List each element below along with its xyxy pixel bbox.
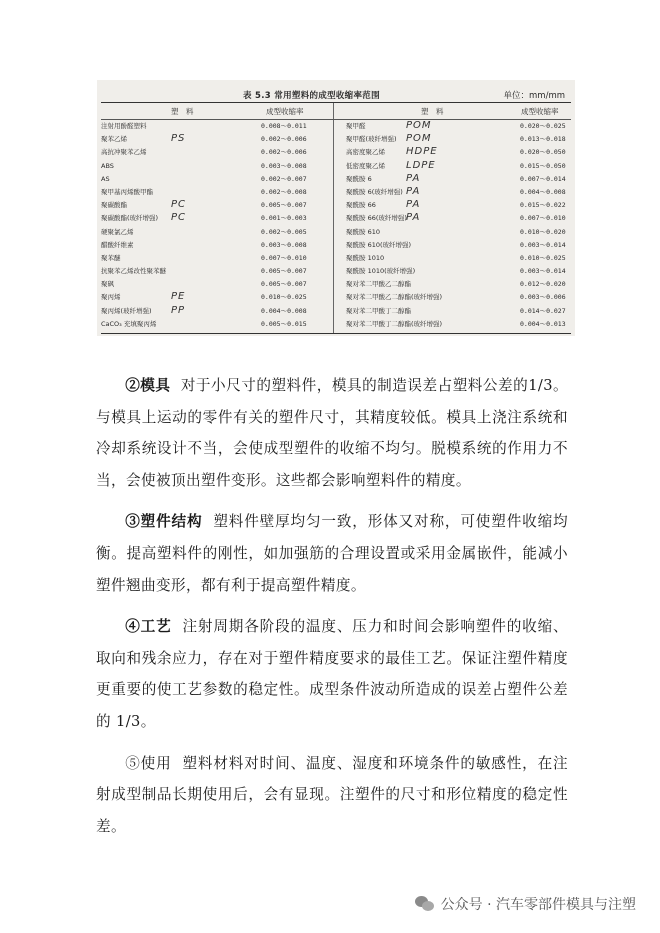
table-left-column	[101, 120, 333, 331]
table-row	[334, 318, 571, 331]
table-row	[101, 212, 333, 225]
shrinkage-rate: 0.020～0.050	[520, 148, 566, 157]
footer-text: 公众号 · 汽车零部件模具与注塑	[440, 897, 636, 913]
table-row	[101, 146, 333, 159]
table-row	[334, 212, 571, 225]
shrinkage-rate: 0.012～0.020	[520, 280, 566, 289]
shrinkage-rate: 0.003～0.008	[261, 240, 307, 249]
shrinkage-rate: 0.003～0.006	[520, 293, 566, 302]
table-row	[334, 133, 571, 146]
plastic-name: 注射用酚醛塑料	[101, 122, 147, 130]
table-row	[101, 120, 333, 133]
plastic-name: 聚苯乙烯	[101, 135, 127, 144]
plastic-name: 聚丙烯	[101, 293, 121, 302]
shrinkage-rate: 0.010～0.025	[520, 253, 566, 262]
shrinkage-rate: 0.020～0.025	[520, 122, 566, 130]
heading-structure: ③塑件结构	[125, 513, 203, 531]
plastic-name: 聚碳酸酯	[101, 201, 127, 210]
shrinkage-rate: 0.003～0.014	[520, 240, 566, 249]
table-row	[334, 186, 571, 199]
shrinkage-rate: 0.007～0.010	[261, 253, 307, 262]
plastic-name: 抗聚苯乙烯改性聚苯醚	[101, 267, 166, 276]
handwritten-note: HDPE	[406, 146, 438, 158]
shrinkage-rate: 0.004～0.013	[520, 319, 566, 328]
shrinkage-rate: 0.002～0.008	[261, 187, 307, 196]
shrinkage-rate: 0.015～0.050	[520, 161, 566, 170]
plastic-name: 聚苯醚	[101, 253, 121, 262]
wechat-icon	[415, 896, 435, 912]
header-rate-left: 成型收缩率	[266, 106, 304, 116]
plastic-name: 醋酸纤维素	[101, 240, 134, 249]
table-row	[101, 186, 333, 199]
table-scan-image	[97, 80, 575, 336]
table-right-column	[334, 120, 571, 331]
plastic-name: 聚碳酸酯(玻纤增强)	[101, 214, 159, 223]
table-row	[334, 173, 571, 186]
table-row	[334, 160, 571, 173]
header-plastic-right: 塑 料	[421, 106, 444, 116]
footer-watermark	[415, 894, 636, 914]
shrinkage-rate: 0.001～0.003	[261, 214, 307, 223]
shrinkage-rate: 0.002～0.006	[261, 148, 307, 157]
shrinkage-rate: 0.010～0.020	[520, 227, 566, 236]
table-row	[334, 278, 571, 291]
plastic-name: 聚对苯二甲酸丁二醇酯(玻纤增强)	[346, 319, 443, 328]
plastic-name: 高密度聚乙烯	[346, 148, 385, 157]
table-unit: 单位：mm/mm	[503, 91, 565, 101]
plastic-name: AS	[101, 174, 110, 183]
heading-usage: ⑤使用	[125, 754, 172, 772]
table-row	[101, 239, 333, 252]
plastic-name: 低密度聚乙烯	[346, 161, 385, 170]
plastic-name: 聚丙烯(玻纤增强)	[101, 306, 152, 315]
plastic-name: 聚对苯二甲酸乙二醇酯	[346, 280, 411, 289]
plastic-name: 聚酰胺 66(玻纤增强)	[346, 214, 407, 223]
table-header	[101, 103, 571, 120]
shrinkage-rate: 0.007～0.010	[520, 214, 566, 223]
shrinkage-rate: 0.003～0.008	[261, 161, 307, 170]
table-row	[334, 146, 571, 159]
shrinkage-rate: 0.002～0.007	[261, 174, 307, 183]
table-row	[101, 199, 333, 212]
table-row	[101, 160, 333, 173]
body-mold: 对于小尺寸的塑料件，模具的制造误差占塑料公差的1/3。与模具上运动的零件有关的塑件尺寸，其精度较低。模具上浇注系统和冷却系统设计不当，会使成型塑件的收缩不均匀。脱模系统的作用力不当，会使被顶出塑件变形。这些都会影响塑料件的精度。	[96, 377, 569, 489]
shrinkage-rate: 0.002～0.006	[261, 135, 307, 144]
handwritten-note: PA	[406, 172, 421, 184]
header-plastic-left: 塑 料	[171, 106, 194, 116]
table-row	[334, 265, 571, 278]
paragraph-usage	[96, 748, 568, 843]
shrinkage-rate: 0.005～0.007	[261, 280, 307, 289]
paragraph-mold	[96, 370, 568, 496]
shrinkage-rate: 0.005～0.007	[261, 201, 307, 210]
paragraph-structure	[96, 506, 568, 601]
body-usage: 塑料材料对时间、温度、湿度和环境条件的敏感性，在注射成型制品长期使用后，会有显现。注塑件的尺寸和形位精度的稳定性差。	[96, 754, 568, 835]
table-row	[334, 120, 571, 133]
table-row	[101, 252, 333, 265]
plastic-name: 聚砜	[101, 280, 114, 289]
shrinkage-rate: 0.005～0.007	[261, 267, 307, 276]
handwritten-note: PS	[171, 133, 186, 145]
header-rate-right: 成型收缩率	[521, 106, 559, 116]
plastic-name: 聚酰胺 1010(玻纤增强)	[346, 267, 416, 276]
plastic-name: 聚甲基丙烯酸甲酯	[101, 187, 153, 196]
table-row	[101, 318, 333, 331]
handwritten-note: PC	[171, 212, 187, 224]
body-structure: 塑料件壁厚均匀一致，形体又对称，可使塑件收缩均衡。提高塑料件的刚性，如加强筋的合理设置或采用金属嵌件，能减小塑件翘曲变形，都有利于提高塑件精度。	[96, 513, 568, 594]
shrinkage-rate: 0.010～0.025	[261, 293, 307, 302]
shrinkage-rate: 0.004～0.008	[520, 187, 566, 196]
plastic-name: 高抗冲聚苯乙烯	[101, 148, 147, 157]
handwritten-note: POM	[406, 120, 432, 131]
body-process: 注射周期各阶段的温度、压力和时间会影响塑件的收缩、取向和残余应力，存在对于塑件精度要求的最佳工艺。保证注塑件精度更重要的使工艺参数的稳定性。成型条件波动所造成的误差占塑件公差的 1/3。	[96, 618, 568, 730]
plastic-name: 聚对苯二甲酸丁二醇酯	[346, 306, 411, 315]
plastic-name: 聚甲醛(玻纤增强)	[346, 135, 397, 144]
plastic-name: 硬聚氯乙烯	[101, 227, 134, 236]
shrinkage-rate: 0.014～0.027	[520, 306, 566, 315]
plastic-name: ABS	[101, 161, 114, 170]
table-row	[101, 305, 333, 318]
table-row	[101, 291, 333, 304]
handwritten-note: PA	[406, 185, 421, 197]
table-caption: 表 5.3 常用塑料的成型收缩率范围	[243, 91, 380, 101]
plastic-name: 聚酰胺 610(玻纤增强)	[346, 240, 412, 249]
handwritten-note: LDPE	[406, 159, 436, 171]
shrinkage-rate: 0.013～0.018	[520, 135, 566, 144]
shrinkage-rate: 0.015～0.022	[520, 201, 566, 210]
shrinkage-rate: 0.004～0.008	[261, 306, 307, 315]
table-row	[334, 199, 571, 212]
plastic-name: 聚酰胺 6(玻纤增强)	[346, 187, 403, 196]
table-row	[334, 239, 571, 252]
plastic-name: 聚甲醛	[346, 122, 366, 130]
plastic-name: 聚酰胺 610	[346, 227, 380, 236]
plastic-name: 聚酰胺 66	[346, 201, 376, 210]
shrinkage-rate: 0.003～0.014	[520, 267, 566, 276]
table-row	[334, 226, 571, 239]
table-row	[101, 265, 333, 278]
heading-process: ④工艺	[125, 618, 172, 636]
shrinkage-rate: 0.002～0.005	[261, 227, 307, 236]
plastic-name: 聚对苯二甲酸乙二醇酯(玻纤增强)	[346, 293, 443, 302]
plastic-name: 聚酰胺 6	[346, 174, 372, 183]
shrinkage-table	[101, 102, 571, 334]
plastic-name: CaCO₃ 充填聚丙烯	[101, 319, 157, 328]
table-row	[334, 291, 571, 304]
handwritten-note: PA	[406, 212, 421, 224]
table-row	[101, 226, 333, 239]
handwritten-note: PA	[406, 199, 421, 211]
shrinkage-rate: 0.007～0.014	[520, 174, 566, 183]
table-row	[334, 252, 571, 265]
table-caption-bar	[97, 88, 575, 102]
handwritten-note: PE	[171, 291, 186, 303]
handwritten-note: PP	[171, 304, 186, 316]
article-body	[96, 370, 568, 842]
heading-mold: ②模具	[125, 377, 171, 394]
table-row	[101, 133, 333, 146]
paragraph-process	[96, 611, 568, 737]
table-row	[101, 278, 333, 291]
table-row	[334, 305, 571, 318]
plastic-name: 聚酰胺 1010	[346, 253, 385, 262]
handwritten-note: PC	[171, 199, 187, 211]
table-row	[101, 173, 333, 186]
shrinkage-rate: 0.008～0.011	[261, 122, 307, 130]
shrinkage-rate: 0.005～0.015	[261, 319, 307, 328]
handwritten-note: POM	[406, 133, 432, 145]
